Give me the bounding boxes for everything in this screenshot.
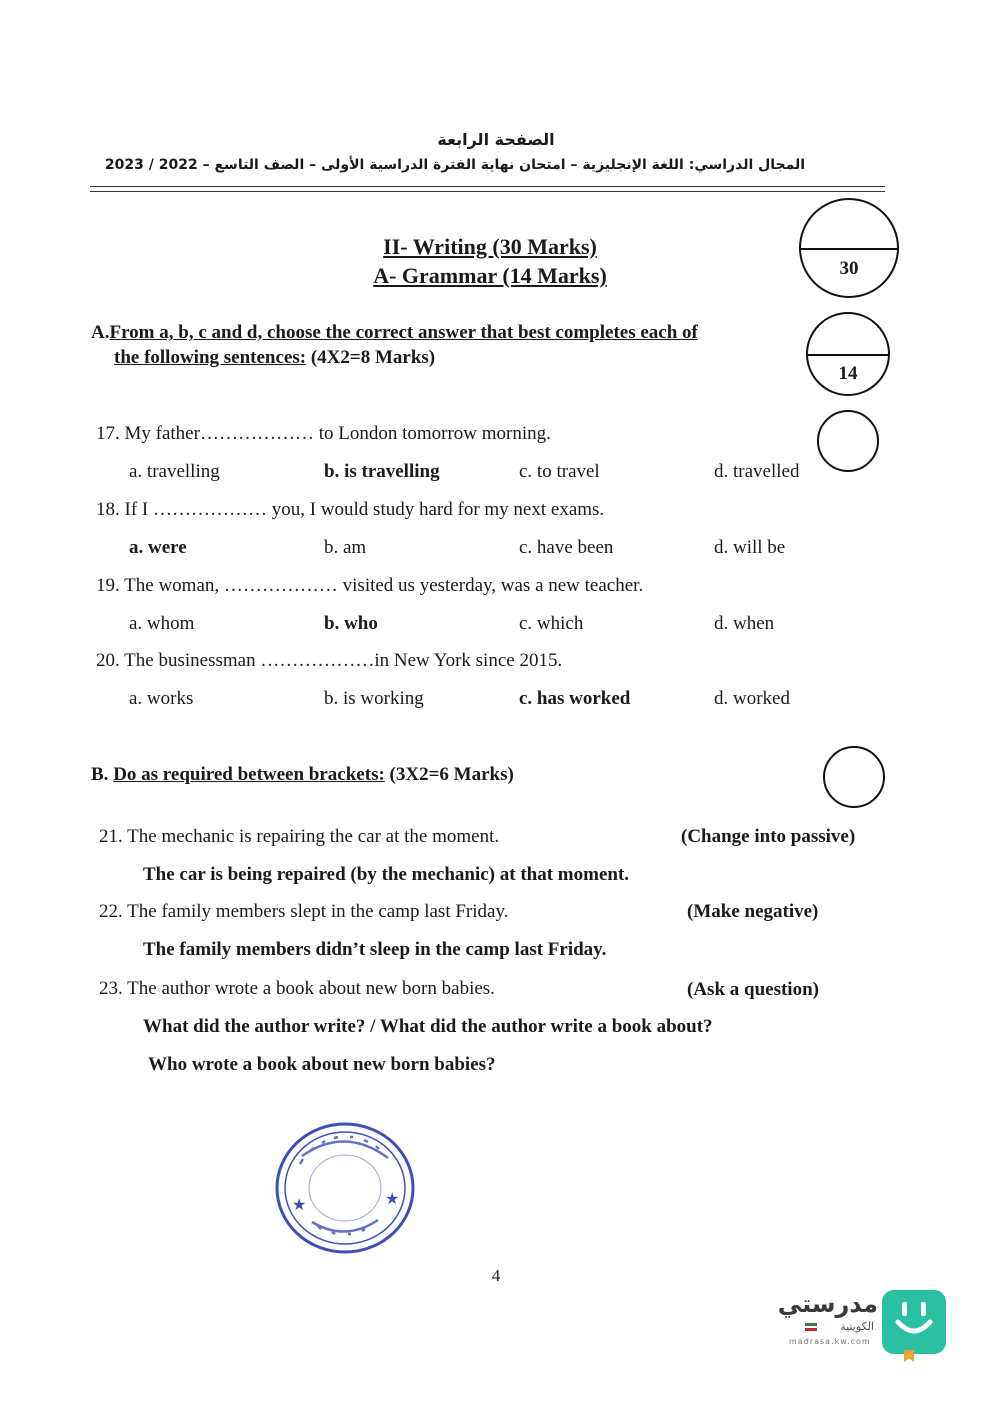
question-22 xyxy=(99,901,508,923)
official-stamp xyxy=(272,1118,418,1258)
answer-22: The family members didn’t sleep in the camp last Friday. xyxy=(143,939,607,960)
option-20c[interactable]: c. has worked xyxy=(519,688,631,709)
part-b-label: B. xyxy=(91,764,109,785)
question-text: My father……………… to London tomorrow morning. xyxy=(124,423,551,444)
question-number: 23. xyxy=(99,978,123,999)
header-divider xyxy=(90,186,885,187)
part-a-instruction-2 xyxy=(114,347,435,369)
score-divider xyxy=(808,354,888,356)
stamp-star: ★ xyxy=(292,1195,307,1214)
question-text: The author wrote a book about new born babies. xyxy=(127,978,495,999)
question-number: 18. xyxy=(96,499,120,520)
part-a-marks: (4X2=8 Marks) xyxy=(310,347,436,368)
part-a-score-circle xyxy=(817,410,879,472)
header-divider-2 xyxy=(90,191,885,192)
option-18a[interactable]: a. were xyxy=(129,537,187,558)
option-20a[interactable]: a. works xyxy=(129,688,194,709)
option-19c[interactable]: c. which xyxy=(519,613,584,634)
bookmark-icon xyxy=(904,1350,914,1362)
exam-header: المجال الدراسي: اللغة الإنجليزية – امتحان نهاية الفترة الدراسية الأولى – الصف التاسع – 2022 / 2023 xyxy=(104,157,806,173)
option-18d[interactable]: d. will be xyxy=(714,537,786,558)
question-text: The mechanic is repairing the car at the moment. xyxy=(127,826,500,847)
question-20 xyxy=(96,650,562,672)
part-b-score-circle xyxy=(823,746,885,808)
section-subtitle: A- Grammar (14 Marks) xyxy=(373,263,607,288)
requirement-21: (Change into passive) xyxy=(681,826,856,847)
part-b-instruction xyxy=(91,764,514,786)
logo-icon xyxy=(882,1290,946,1354)
question-text: If I ……………… you, I would study hard for my next exams. xyxy=(124,499,605,520)
requirement-22: (Make negative) xyxy=(687,901,819,922)
option-19d[interactable]: d. when xyxy=(714,613,775,634)
question-text: The businessman ………………in New York since 2015. xyxy=(124,650,563,671)
part-b-marks: (3X2=6 Marks) xyxy=(389,764,514,785)
answer-23b: Who wrote a book about new born babies? xyxy=(148,1054,496,1075)
option-18b[interactable]: b. am xyxy=(324,537,367,558)
question-number: 19. xyxy=(96,575,120,596)
logo-name: مدرستي xyxy=(777,1290,878,1318)
option-17c[interactable]: c. to travel xyxy=(519,461,600,482)
smile-icon xyxy=(882,1290,946,1354)
option-17b[interactable]: b. is travelling xyxy=(324,461,440,482)
question-number: 17. xyxy=(96,423,120,444)
question-text: The woman, ……………… visited us yesterday, was a new teacher. xyxy=(124,575,644,596)
question-number: 20. xyxy=(96,650,120,671)
part-a-instruction-text: From a, b, c and d, choose the correct answer that best completes each of xyxy=(109,322,698,343)
option-20d[interactable]: d. worked xyxy=(714,688,790,709)
question-number: 22. xyxy=(99,901,123,922)
option-17a[interactable]: a. travelling xyxy=(129,461,220,482)
option-19b[interactable]: b. who xyxy=(324,613,378,634)
option-20b[interactable]: b. is working xyxy=(324,688,424,709)
grammar-score: 14 xyxy=(838,363,858,384)
question-number: 21. xyxy=(99,826,123,847)
part-a-instruction-1 xyxy=(91,322,698,344)
option-18c[interactable]: c. have been xyxy=(519,537,614,558)
total-score-circle xyxy=(799,198,899,298)
part-a-instruction-text-2: the following sentences: xyxy=(114,347,307,368)
answer-21: The car is being repaired (by the mechanic) at that moment. xyxy=(143,864,630,885)
question-17 xyxy=(96,423,551,445)
kuwait-flag-icon xyxy=(805,1323,817,1331)
option-19a[interactable]: a. whom xyxy=(129,613,195,634)
question-19 xyxy=(96,575,643,597)
question-text: The family members slept in the camp last Friday. xyxy=(127,901,509,922)
page-label: الصفحة الرابعة xyxy=(437,130,555,149)
logo-subtitle: الكويتية xyxy=(840,1320,874,1333)
grammar-score-circle xyxy=(806,312,890,396)
answer-23a: What did the author write? / What did the author write a book about? xyxy=(143,1016,713,1037)
stamp-star: ★ xyxy=(385,1189,400,1208)
logo-url: madrasa.kw.com xyxy=(789,1337,871,1346)
question-23 xyxy=(99,978,495,1000)
question-18 xyxy=(96,499,604,521)
total-score: 30 xyxy=(839,258,859,279)
score-divider xyxy=(801,248,897,250)
requirement-23: (Ask a question) xyxy=(687,979,819,1000)
section-title: II- Writing (30 Marks) xyxy=(383,234,597,259)
part-b-instruction-text: Do as required between brackets: xyxy=(113,764,385,785)
option-17d[interactable]: d. travelled xyxy=(714,461,800,482)
part-a-label: A. xyxy=(91,322,110,343)
question-21 xyxy=(99,826,499,848)
page-number: 4 xyxy=(491,1266,501,1285)
